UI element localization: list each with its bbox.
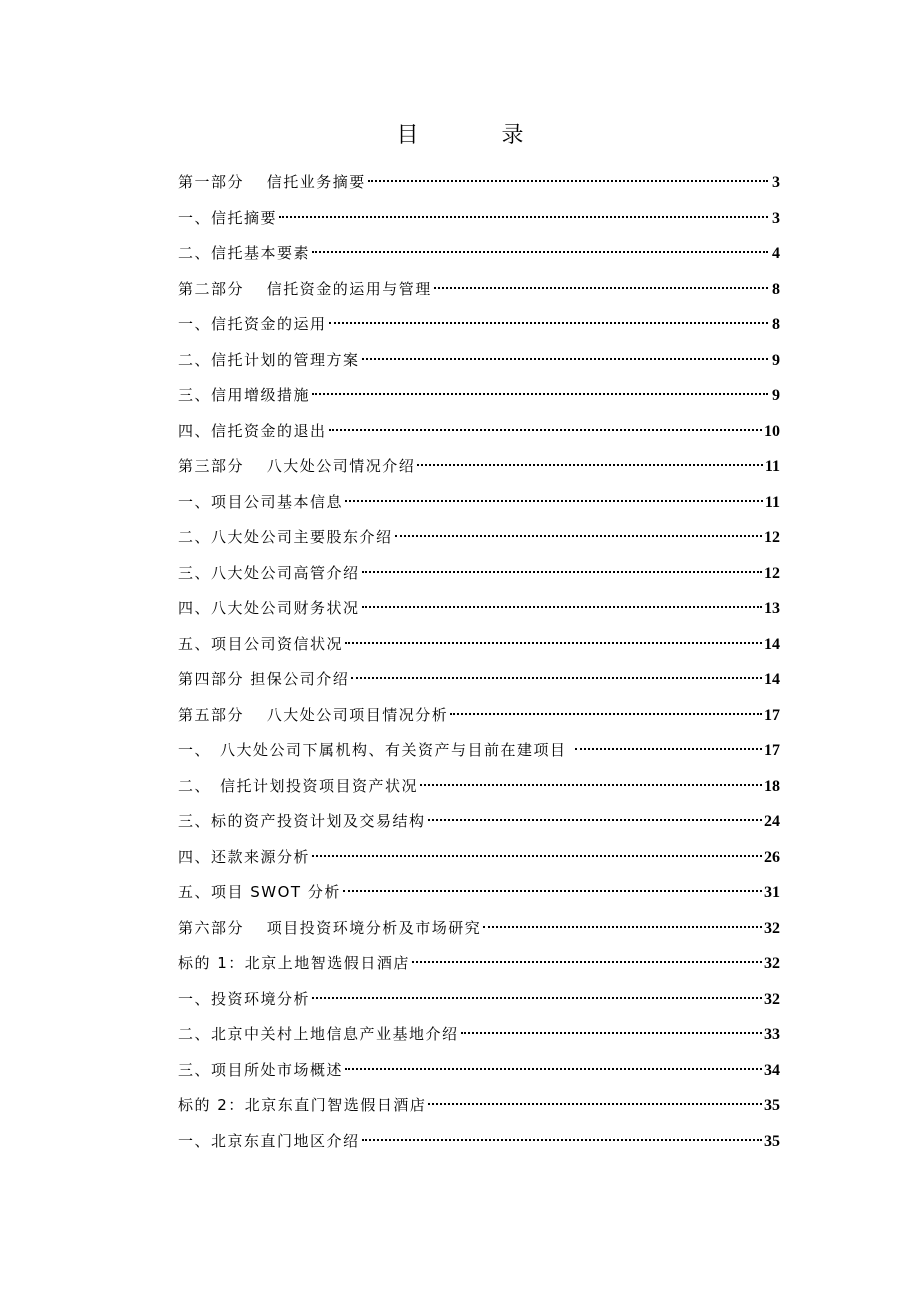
toc-entry-page-number: 8	[772, 280, 780, 298]
toc-entry-page-number: 34	[764, 1061, 780, 1079]
toc-entry[interactable]	[178, 348, 780, 384]
toc-entry-label: 第二部分 信托资金的运用与管理	[178, 279, 432, 298]
toc-entry[interactable]	[178, 1129, 780, 1165]
toc-entry[interactable]	[178, 312, 780, 348]
toc-entry-label: 二、信托基本要素	[178, 244, 311, 262]
toc-entry-label: 五、项目公司资信状况	[178, 634, 344, 653]
toc-entry-page-number: 18	[764, 777, 780, 795]
toc-entry-label: 一、信托资金的运用	[178, 315, 327, 333]
dot-leader	[395, 535, 762, 537]
dot-leader	[420, 784, 762, 786]
dot-leader	[345, 500, 763, 502]
toc-entry-page-number: 10	[764, 422, 780, 440]
toc-entry[interactable]	[178, 703, 780, 739]
dot-leader	[417, 464, 763, 466]
toc-entry-label: 四、信托资金的退出	[178, 421, 327, 440]
dot-leader	[450, 713, 762, 715]
toc-entry-label: 二、 信托计划投资项目资产状况	[178, 776, 419, 795]
toc-entry-page-number: 12	[764, 529, 780, 546]
toc-entry[interactable]	[178, 277, 780, 313]
dot-leader	[312, 251, 768, 253]
toc-entry[interactable]	[178, 206, 780, 242]
toc-entry-label: 三、项目所处市场概述	[178, 1060, 344, 1079]
dot-leader	[461, 1032, 762, 1034]
toc-entry-page-number: 32	[764, 955, 780, 972]
toc-entry[interactable]	[178, 845, 780, 881]
dot-leader	[434, 287, 768, 289]
toc-entry-label: 二、八大处公司主要股东介绍	[178, 528, 393, 546]
toc-entry[interactable]	[178, 987, 780, 1023]
toc-entry-page-number: 32	[764, 990, 780, 1008]
toc-entry[interactable]	[178, 1058, 780, 1094]
toc-entry-page-number: 11	[764, 458, 780, 475]
toc-entry-label: 三、标的资产投资计划及交易结构	[178, 812, 426, 830]
toc-entry-page-number: 11	[764, 493, 780, 511]
dot-leader	[362, 358, 768, 360]
toc-entry-label: 第一部分 信托业务摘要	[178, 173, 366, 191]
dot-leader	[575, 748, 762, 750]
toc-entry[interactable]	[178, 383, 780, 419]
toc-entry-label: 标的 2：北京东直门智选假日酒店	[178, 1096, 427, 1114]
toc-entry-label: 第四部分 担保公司介绍	[178, 670, 350, 688]
toc-entry[interactable]	[178, 809, 780, 845]
toc-entry[interactable]	[178, 738, 780, 774]
toc-entry-page-number: 31	[764, 884, 780, 901]
toc-entry-label: 三、信用增级措施	[178, 386, 311, 404]
toc-entry[interactable]	[178, 667, 780, 703]
toc-entry[interactable]	[178, 1022, 780, 1058]
toc-entry-label: 二、北京中关村上地信息产业基地介绍	[178, 1025, 459, 1043]
toc-entry-label: 一、项目公司基本信息	[178, 492, 344, 511]
dot-leader	[428, 819, 762, 821]
toc-entry-page-number: 24	[764, 813, 780, 830]
toc-entry[interactable]	[178, 490, 780, 526]
toc-entry-page-number: 14	[764, 671, 780, 688]
toc-entry-label: 二、信托计划的管理方案	[178, 350, 360, 369]
toc-entry-page-number: 3	[772, 174, 780, 191]
toc-entry-label: 标的 1：北京上地智选假日酒店	[178, 954, 410, 972]
toc-entry-label: 一、信托摘要	[178, 208, 278, 227]
dot-leader	[312, 855, 762, 857]
toc-entry-page-number: 26	[764, 848, 780, 866]
toc-entry-page-number: 17	[764, 742, 780, 759]
toc-entry-page-number: 35	[764, 1097, 780, 1114]
dot-leader	[329, 322, 768, 324]
toc-entry-page-number: 9	[772, 387, 780, 404]
toc-entry-label: 五、项目 SWOT 分析	[178, 883, 341, 901]
toc-entry-label: 第六部分 项目投资环境分析及市场研究	[178, 918, 482, 937]
toc-entry[interactable]	[178, 1093, 780, 1129]
toc-entry-label: 一、 八大处公司下属机构、有关资产与目前在建项目	[178, 741, 573, 759]
toc-entry[interactable]	[178, 241, 780, 277]
dot-leader	[329, 429, 762, 431]
toc-entry-page-number: 12	[764, 564, 780, 582]
dot-leader	[362, 606, 762, 608]
toc-entry-page-number: 14	[764, 635, 780, 653]
toc-entry-page-number: 17	[764, 706, 780, 724]
toc-entry-label: 四、八大处公司财务状况	[178, 599, 360, 617]
dot-leader	[312, 393, 768, 395]
toc-entry[interactable]	[178, 880, 780, 916]
toc-entry[interactable]	[178, 525, 780, 561]
dot-leader	[343, 890, 762, 892]
toc-entry[interactable]	[178, 951, 780, 987]
dot-leader	[368, 180, 768, 182]
dot-leader	[362, 1139, 762, 1141]
toc-entry-label: 第三部分 八大处公司情况介绍	[178, 457, 416, 475]
toc-entry[interactable]	[178, 419, 780, 455]
dot-leader	[362, 571, 762, 573]
toc-entry-label: 一、投资环境分析	[178, 989, 311, 1008]
dot-leader	[345, 642, 762, 644]
toc-title: 目 录	[396, 123, 562, 148]
toc-entry[interactable]	[178, 916, 780, 952]
dot-leader	[351, 677, 762, 679]
toc-entry-label: 三、八大处公司高管介绍	[178, 563, 360, 582]
toc-entry[interactable]	[178, 170, 780, 206]
toc-entry-page-number: 33	[764, 1026, 780, 1043]
dot-leader	[428, 1103, 762, 1105]
toc-entry[interactable]	[178, 596, 780, 632]
toc-entry-label: 一、北京东直门地区介绍	[178, 1131, 360, 1150]
toc-entry-page-number: 9	[772, 351, 780, 369]
toc-entry-label: 四、还款来源分析	[178, 847, 311, 866]
dot-leader	[312, 997, 762, 999]
toc-list	[178, 170, 780, 1164]
dot-leader	[412, 961, 762, 963]
toc-entry[interactable]	[178, 774, 780, 810]
toc-entry[interactable]	[178, 561, 780, 597]
toc-entry-page-number: 13	[764, 600, 780, 617]
toc-entry[interactable]	[178, 454, 780, 490]
toc-entry-page-number: 3	[772, 209, 780, 227]
dot-leader	[345, 1068, 762, 1070]
dot-leader	[279, 216, 768, 218]
toc-entry-label: 第五部分 八大处公司项目情况分析	[178, 705, 449, 724]
toc-entry-page-number: 4	[772, 245, 780, 262]
toc-entry-page-number: 35	[764, 1132, 780, 1150]
dot-leader	[483, 926, 762, 928]
toc-entry-page-number: 8	[772, 316, 780, 333]
toc-entry[interactable]	[178, 632, 780, 668]
toc-entry-page-number: 32	[764, 919, 780, 937]
